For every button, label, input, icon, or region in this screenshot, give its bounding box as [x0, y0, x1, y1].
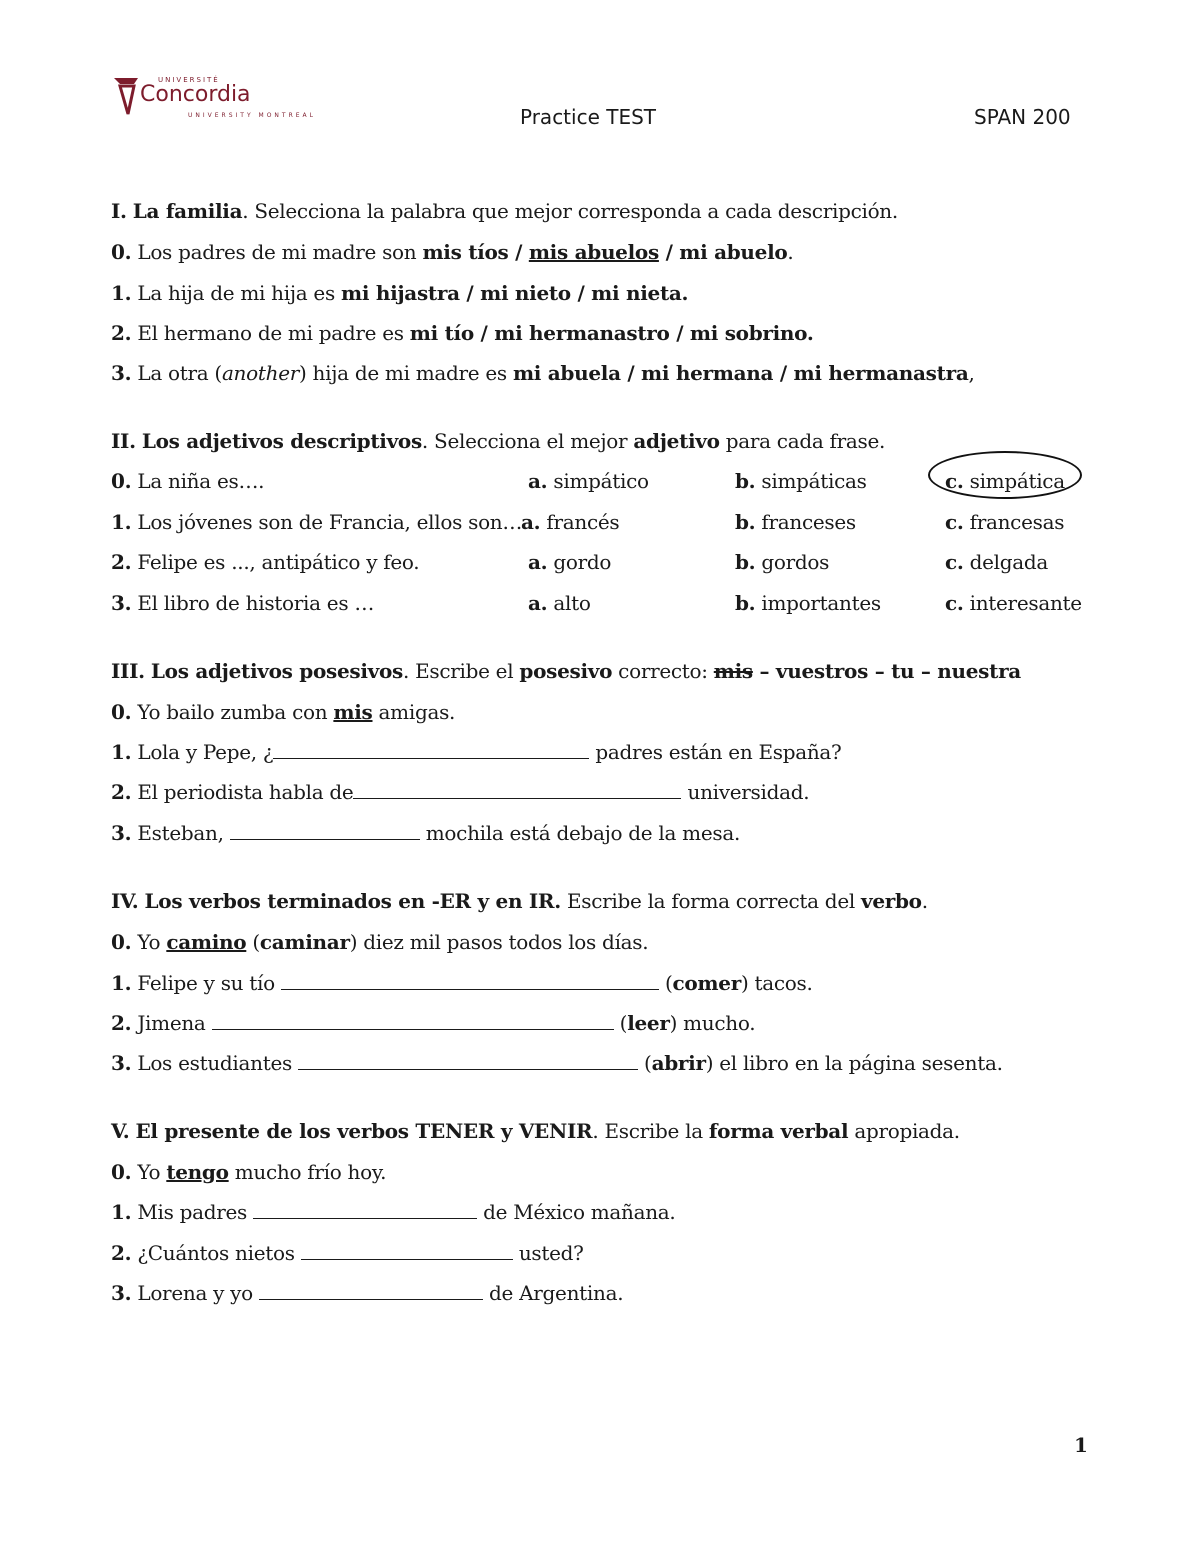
s5-question-0: 0. Yo tengo mucho frío hoy.: [111, 1160, 387, 1184]
s5-question-1: 1. Mis padres de México mañana.: [111, 1200, 676, 1224]
s2-q2-option-c: c. delgada: [945, 550, 1048, 574]
s2-q1-option-b: b. franceses: [735, 510, 856, 534]
s2-q3-option-c: c. interesante: [945, 591, 1082, 615]
s3-question-3: 3. Esteban, mochila está debajo de la mesa.: [111, 821, 741, 845]
logo-subtitle: UNIVERSITY MONTREAL: [188, 112, 316, 119]
s5-question-2: 2. ¿Cuántos nietos usted?: [111, 1241, 584, 1265]
s2-q3-option-b: b. importantes: [735, 591, 881, 615]
s1-question-2: 2. El hermano de mi padre es mi tío / mi hermanastro / mi sobrino.: [111, 321, 814, 345]
answer-blank[interactable]: [281, 971, 659, 990]
s4-question-2: 2. Jimena (leer) mucho.: [111, 1011, 756, 1035]
s5-answer-0: tengo: [166, 1160, 229, 1184]
s2-q0-option-c: c. simpática: [945, 469, 1065, 493]
answer-blank[interactable]: [253, 1200, 477, 1219]
s2-q1-option-c: c. francesas: [945, 510, 1065, 534]
answer-blank[interactable]: [298, 1051, 638, 1070]
s3-question-0: 0. Yo bailo zumba con mis amigas.: [111, 700, 456, 724]
section-1-heading: I. La familia. Selecciona la palabra que mejor corresponda a cada descripción.: [111, 199, 898, 223]
course-code: SPAN 200: [974, 105, 1071, 129]
s4-question-3: 3. Los estudiantes (abrir) el libro en la página sesenta.: [111, 1051, 1003, 1075]
section-3-heading: III. Los adjetivos posesivos. Escribe el posesivo correcto: mis – vuestros – tu – nuestra: [111, 659, 1021, 683]
s4-answer-0: camino: [166, 930, 247, 954]
s1-question-1: 1. La hija de mi hija es mi hijastra / mi nieto / mi nieta.: [111, 281, 689, 305]
page-title: Practice TEST: [520, 105, 657, 129]
logo-name: Concordia: [140, 82, 251, 107]
s4-question-1: 1. Felipe y su tío (comer) tacos.: [111, 971, 813, 995]
s4-question-0: 0. Yo camino (caminar) diez mil pasos todos los días.: [111, 930, 649, 954]
answer-blank[interactable]: [301, 1241, 513, 1260]
answer-blank[interactable]: [230, 821, 420, 840]
answer-blank[interactable]: [273, 740, 589, 759]
concordia-emblem-icon: [112, 74, 142, 118]
answer-blank[interactable]: [212, 1011, 614, 1030]
section-2-heading: II. Los adjetivos descriptivos. Selecciona el mejor adjetivo para cada frase.: [111, 429, 886, 453]
section-4-heading: IV. Los verbos terminados en -ER y en IR. Escribe la forma correcta del verbo.: [111, 889, 928, 913]
answer-circle: [928, 451, 1082, 499]
s2-question-1: 1. Los jóvenes son de Francia, ellos son…: [111, 510, 523, 534]
struck-word: mis: [713, 659, 753, 683]
s1-question-3: 3. La otra (another) hija de mi madre es mi abuela / mi hermana / mi hermanastra,: [111, 361, 975, 385]
answer-blank[interactable]: [353, 780, 681, 799]
s1-answer-0: mis abuelos: [528, 240, 659, 264]
s2-question-3: 3. El libro de historia es …: [111, 591, 375, 615]
s3-question-1: 1. Lola y Pepe, ¿ padres están en España?: [111, 740, 842, 764]
s2-q3-option-a: a. alto: [528, 591, 591, 615]
s2-q1-option-a: a. francés: [521, 510, 620, 534]
page-number: 1: [1074, 1433, 1088, 1457]
answer-blank[interactable]: [259, 1281, 483, 1300]
s2-q2-option-b: b. gordos: [735, 550, 830, 574]
s2-question-2: 2. Felipe es ..., antipático y feo.: [111, 550, 420, 574]
s2-question-0: 0. La niña es….: [111, 469, 265, 493]
s5-question-3: 3. Lorena y yo de Argentina.: [111, 1281, 624, 1305]
concordia-logo: [112, 72, 322, 128]
s2-q2-option-a: a. gordo: [528, 550, 612, 574]
s3-question-2: 2. El periodista habla de universidad.: [111, 780, 810, 804]
s1-question-0: 0. Los padres de mi madre son mis tíos / mis abuelos / mi abuelo.: [111, 240, 794, 264]
logo-tagline: UNIVERSITÉ: [158, 76, 220, 84]
s2-q0-option-a: a. simpático: [528, 469, 649, 493]
s2-q0-option-b: b. simpáticas: [735, 469, 867, 493]
section-5-heading: V. El presente de los verbos TENER y VENIR. Escribe la forma verbal apropiada.: [111, 1119, 960, 1143]
s3-answer-0: mis: [333, 700, 373, 724]
